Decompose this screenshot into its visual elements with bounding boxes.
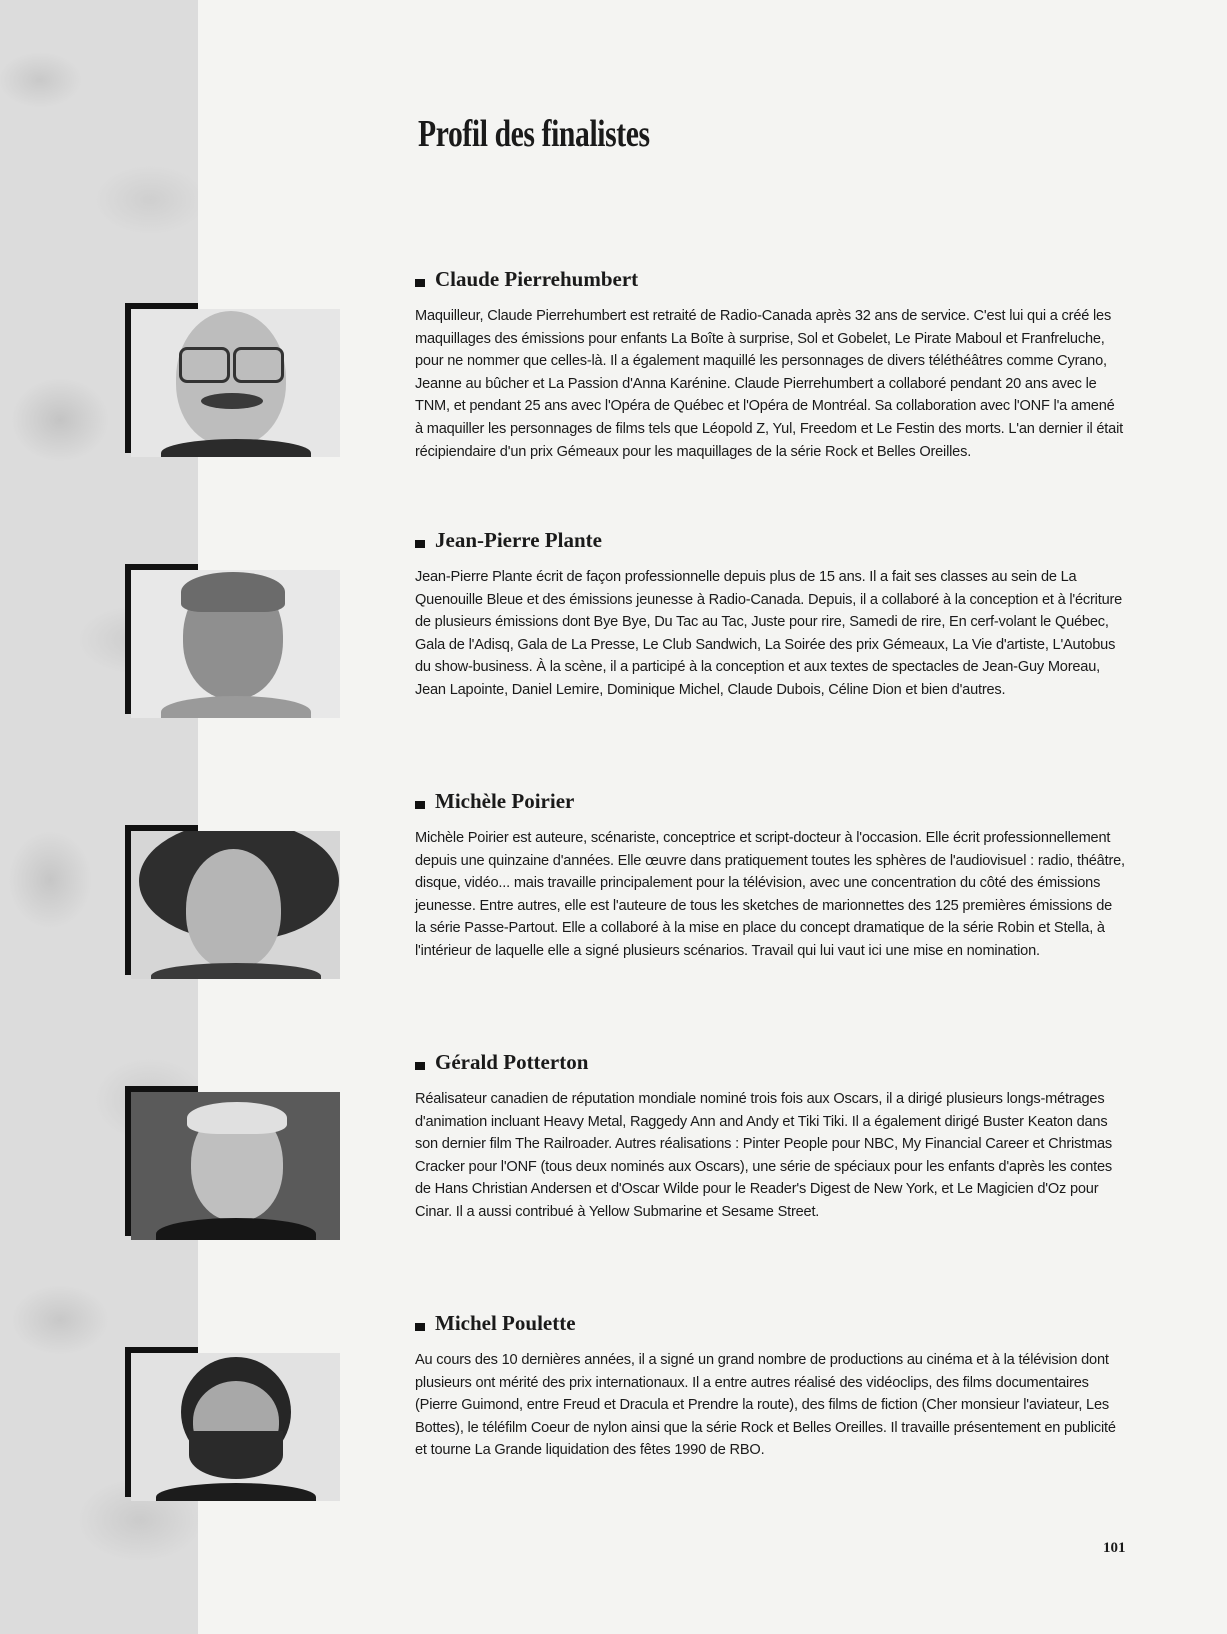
portrait-frame xyxy=(125,825,340,975)
finalist-name: Michel Poulette xyxy=(415,1311,576,1336)
frame-bracket xyxy=(125,1347,198,1353)
finalist-bio: Réalisateur canadien de réputation mondiale nominé trois fois aux Oscars, il a dirigé plusieurs longs-métrages d'animation incluant Heavy Metal, Raggedy Ann and Andy et Tiki Tiki. Il a également dirigé Buster Keaton dans son dernier film The Railroader. Autres réalisations : Pinter People pour NBC, My Financial Career et Christmas Cracker pour l'ONF (tous deux nominés aux Oscars), une série de spéciaux pour les enfants d'après les contes de Hans Christian Andersen et d'Oscar Wilde pour le Reader's Digest de New York, et Le Magicien d'Oz pour Cinar. Il a aussi contribué à Yellow Submarine et Sesame Street. xyxy=(415,1091,1112,1220)
portrait-frame xyxy=(125,1347,340,1497)
bullet-icon xyxy=(415,1323,425,1331)
frame-bracket xyxy=(125,303,131,453)
bullet-icon xyxy=(415,1062,425,1070)
frame-bracket xyxy=(125,1347,131,1497)
frame-bracket xyxy=(125,1086,131,1236)
frame-bracket xyxy=(125,303,198,309)
finalist-bio: Maquilleur, Claude Pierrehumbert est retraité de Radio-Canada après 32 ans de service. C'est lui qui a créé les maquillages des émissions pour enfants La Boîte à surprise, Sol et Gobelet, Le Pirate Maboul et Franfreluche, pour ne nommer que celles-là. Il a également maquillé les personnages de divers téléthéâtres comme Cyrano, Jeanne au bûcher et La Passion d'Anna Karénine. Claude Pierrehumbert a collaboré pendant 20 ans avec le TNM, et pendant 25 ans avec l'Opéra de Québec et l'Opéra de Montréal. Sa collaboration avec l'ONF l'a amené à maquiller les personnages de films tels que Léopold Z, Yul, Freedom et Le Festin des morts. L'an dernier il était récipiendaire d'un prix Gémeaux pour les maquillages de la série Rock et Belles Oreilles. xyxy=(415,308,1123,460)
frame-bracket xyxy=(125,825,198,831)
portrait-frame xyxy=(125,303,340,453)
bullet-icon xyxy=(415,801,425,809)
frame-bracket xyxy=(125,564,198,570)
portrait-photo xyxy=(131,309,340,457)
finalist-bio: Au cours des 10 dernières années, il a signé un grand nombre de productions au cinéma et à la télévision dont plusieurs ont mérité des prix internationaux. Il a entre autres réalisé des vidéoclips, des films documentaires (Pierre Guimond, entre Freud et Dracula et Prendre la route), des films de fiction (Cher monsieur l'aviateur, Les Bottes), le téléfilm Coeur de nylon ainsi que la série Rock et Belles Oreilles. Il travaille présentement en publicité et tourne La Grande liquidation des fêtes 1990 de RBO. xyxy=(415,1352,1116,1459)
portrait-photo xyxy=(131,1353,340,1501)
bullet-icon xyxy=(415,279,425,287)
portrait-photo xyxy=(131,570,340,718)
page-number: 101 xyxy=(1103,1540,1126,1556)
finalist-name: Gérald Potterton xyxy=(415,1050,588,1075)
bullet-icon xyxy=(415,540,425,548)
portrait-photo xyxy=(131,831,340,979)
portrait-frame xyxy=(125,1086,340,1236)
finalist-name: Jean-Pierre Plante xyxy=(415,528,602,553)
portrait-photo xyxy=(131,1092,340,1240)
finalist-bio: Michèle Poirier est auteure, scénariste, conceptrice et script-docteur à l'occasion. Elle écrit professionnellement depuis une quinzaine d'années. Elle œuvre dans pratiquement toutes les sphères de l'audiovisuel : radio, théâtre, disque, vidéo... mais travaille principalement pour la télévision, avec une concentration du côté des émissions jeunesse. Entre autres, elle est l'auteure de tous les sketches de marionnettes des 125 premières émissions de la série Passe-Partout. Elle a collaboré à la mise en place du concept dramatique de la série Robin et Stella, à l'intérieur de laquelle elle a signé plusieurs scénarios. Travail qui lui vaut ici une mise en nomination. xyxy=(415,830,1125,959)
page-title: Profil des finalistes xyxy=(418,113,650,155)
finalist-name: Michèle Poirier xyxy=(415,789,574,814)
frame-bracket xyxy=(125,564,131,714)
finalist-bio: Jean-Pierre Plante écrit de façon professionnelle depuis plus de 15 ans. Il a fait ses classes au sein de La Quenouille Bleue et des émissions jeunesse à Radio-Canada. Depuis, il a collaboré à la conception et à l'écriture de plusieurs émissions dont Bye Bye, Du Tac au Tac, Juste pour rire, Samedi de rire, En cerf-volant le Québec, Gala de l'Adisq, Gala de La Presse, Le Club Sandwich, La Soirée des prix Gémeaux, La Vie d'artiste, L'Autobus du show-business. À la scène, il a participé à la conception et aux textes de spectacles de Jean-Guy Moreau, Jean Lapointe, Daniel Lemire, Dominique Michel, Claude Dubois, Céline Dion et bien d'autres. xyxy=(415,569,1123,698)
finalist-name: Claude Pierrehumbert xyxy=(415,267,638,292)
portrait-frame xyxy=(125,564,340,714)
frame-bracket xyxy=(125,1086,198,1092)
frame-bracket xyxy=(125,825,131,975)
